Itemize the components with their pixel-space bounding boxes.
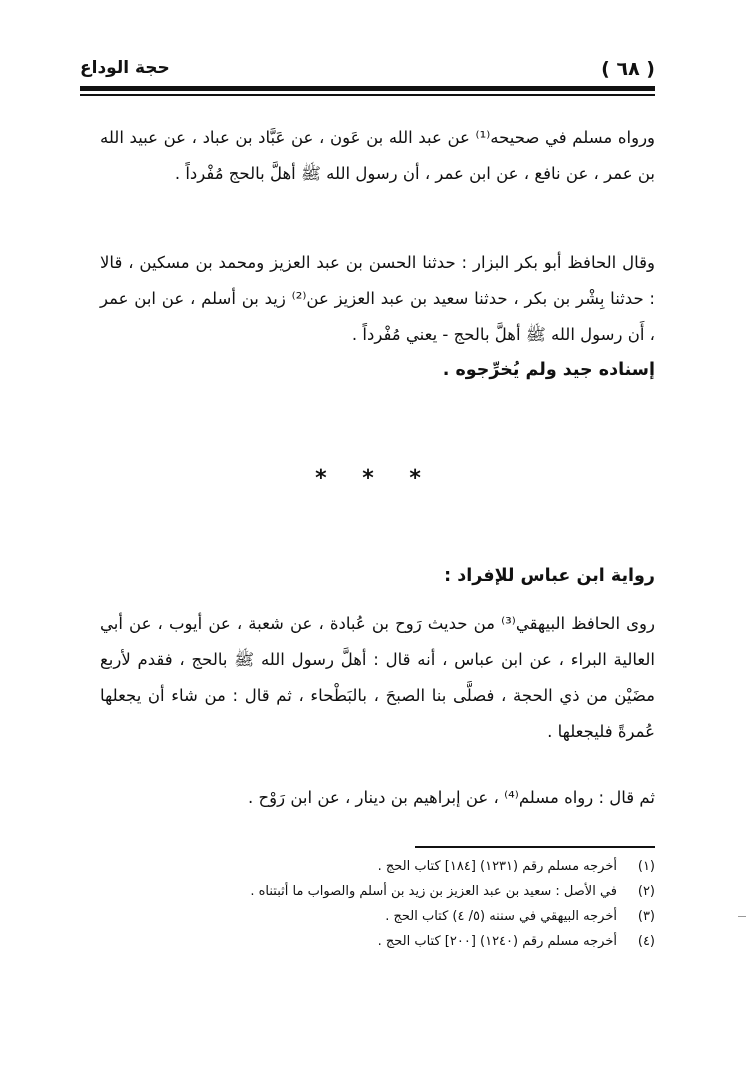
book-title: حجة الوداع [80, 58, 170, 78]
footnotes-list [100, 854, 655, 954]
running-header [80, 58, 655, 84]
footnote-number: (٣) [637, 909, 655, 924]
section-heading: رواية ابن عباس للإفراد : [444, 566, 655, 586]
footnote-text: في الأصل : سعيد بن عبد العزيز بن زيد بن أسلم والصواب ما أثبتناه . [250, 884, 617, 899]
scan-edge-mark [738, 916, 746, 917]
header-rule-thin [80, 94, 655, 96]
footnote-text: أخرجه مسلم رقم (١٢٤٠) [٢٠٠] كتاب الحج . [377, 934, 617, 949]
paragraph-muslim-narration: ورواه مسلم في صحيحه⁽¹⁾ عن عبد الله بن عَون ، عن عَبَّاد بن عباد ، عن عبيد الله بن عمر ، عن نافع ، عن ابن عمر ، أن رسول الله ﷺ أهلَّ بالحج مُفْرداً . [100, 128, 656, 183]
paragraph-bayhaqi-narration: روى الحافظ البيهقي⁽³⁾ من حديث رَوح بن عُبادة ، عن شعبة ، عن أيوب ، عن أبي العالية البراء ، عن ابن عباس ، أنه قال : أهلَّ رسول الله ﷺ بالحج ، فقدم لأربع مضَيْن من ذي الحجة ، فصلَّى بنا الصبحَ ، بالبَطْحاء ، ثم قال : من شاء أن يجعلها عُمرةً فليجعلها . [100, 614, 655, 741]
footnote-item [100, 854, 655, 879]
footnote-item [100, 879, 655, 904]
paragraph-bazzar-narration: وقال الحافظ أبو بكر البزار : حدثنا الحسن بن عبد العزيز ومحمد بن مسكين ، قالا : حدثنا بِشْر بن بكر ، حدثنا سعيد بن عبد العزيز عن⁽²⁾ زيد بن أسلم ، عن ابن عمر ، أَن رسول الله ﷺ أهلَّ بالحج - يعني مُفْرداً . [100, 253, 655, 344]
footnote-number: (٤) [637, 934, 655, 949]
paragraph-isnad-grade: إسناده جيد ولم يُخرِّجوه . [442, 360, 655, 380]
paragraph-muslim-reference: ثم قال : رواه مسلم⁽⁴⁾ ، عن إبراهيم بن دينار ، عن ابن رَوْح . [248, 788, 655, 807]
header-rule-thick [80, 86, 655, 91]
footnote-number: (١) [637, 859, 655, 874]
footnote-text: أخرجه مسلم رقم (١٢٣١) [١٨٤] كتاب الحج . [377, 859, 617, 874]
footnote-item [100, 929, 655, 954]
footnote-text: أخرجه البيهقي في سننه (٥/ ٤) كتاب الحج . [385, 909, 617, 924]
footnote-item [100, 904, 655, 929]
section-separator: * * * [315, 466, 435, 491]
footnote-number: (٢) [637, 884, 655, 899]
footnote-rule [415, 846, 655, 848]
page-number: ( ٦٨ ) [601, 58, 655, 80]
